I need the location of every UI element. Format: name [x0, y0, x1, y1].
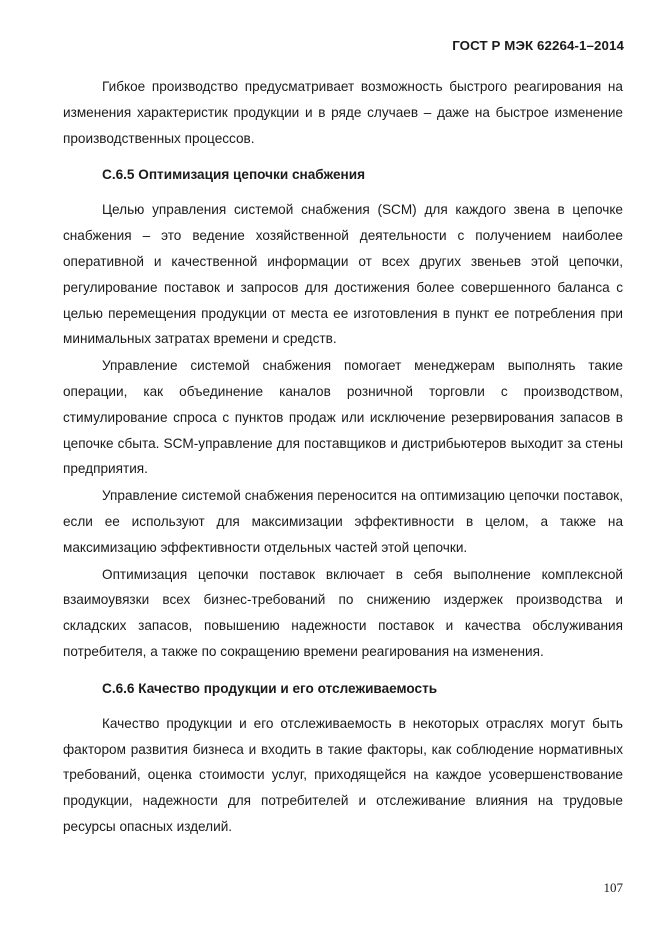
standard-header: ГОСТ Р МЭК 62264-1–2014 — [452, 38, 624, 53]
paragraph-c65-2: Управление системой снабжения помогает менеджерам выполнять такие операции, как объединение каналов розничной торговли с производством, стимулирование спроса с пунктов продаж или исключение резервирования запасов в цепочке сбыта. SCM-управление для поставщиков и дистрибьютеров выходит за стены предприятия. — [63, 358, 623, 477]
section-heading-c65: С.6.5 Оптимизация цепочки снабжения — [102, 167, 366, 183]
page-number: 107 — [603, 880, 623, 895]
intro-paragraph: Гибкое производство предусматривает возможность быстрого реагирования на изменения характеристик продукции и в ряде случаев – даже на быстрое изменение производственных процессов. — [63, 79, 623, 146]
section-heading-c66: С.6.6 Качество продукции и его отслеживаемость — [102, 680, 438, 696]
paragraph-c65-3: Управление системой снабжения переносится на оптимизацию цепочки поставок, если ее используют для максимизации эффективности в целом, а также на максимизацию эффективности отдельных частей этой цепочки. — [63, 488, 623, 555]
paragraph-c66-1: Качество продукции и его отслеживаемость в некоторых отраслях могут быть фактором развития бизнеса и входить в такие факторы, как соблюдение нормативных требований, оценка стоимости услуг, приходящейся на каждое усовершенствование продукции, надежности для потребителей и отслеживание влияния на трудовые ресурсы опасных изделий. — [63, 715, 623, 834]
paragraph-c65-1: Целью управления системой снабжения (SCM) для каждого звена в цепочке снабжения – это ведение хозяйственной деятельности с получением наиболее оперативной и качественной информации от всех других звеньев этой цепочки, регулирование поставок и запросов для достижения более совершенного баланса с целью перемещения продукции от места ее изготовления в пункт ее потребления при минимальных затратах времени и средств. — [63, 202, 623, 347]
paragraph-c65-4: Оптимизация цепочки поставок включает в себя выполнение комплексной взаимоувязки всех бизнес-требований по снижению издержек производства и складских запасов, повышению надежности поставок и качества обслуживания потребителя, а также по сокращению времени реагирования на изменения. — [63, 566, 623, 659]
page-content — [63, 74, 623, 840]
